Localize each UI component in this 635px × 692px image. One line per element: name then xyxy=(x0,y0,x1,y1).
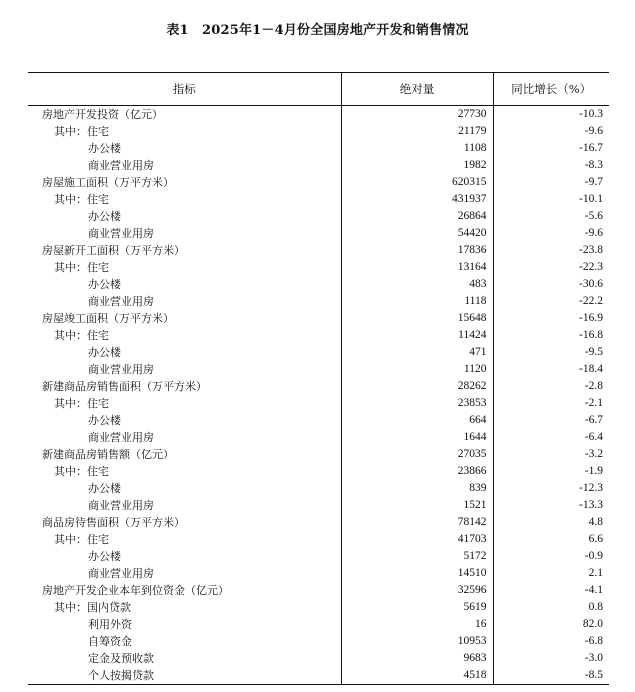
row-indicator-label: 商业营业用房 xyxy=(88,567,154,580)
row-absolute-value: 1982 xyxy=(341,157,493,174)
header-indicator: 指标 xyxy=(28,73,341,106)
row-absolute-value: 23853 xyxy=(341,395,493,412)
table-body xyxy=(28,106,609,685)
table-row xyxy=(28,140,609,157)
row-yoy-growth: -12.3 xyxy=(493,480,609,497)
row-yoy-growth: 4.8 xyxy=(493,514,609,531)
table-row xyxy=(28,497,609,514)
row-yoy-growth: -8.3 xyxy=(493,157,609,174)
row-absolute-value: 14510 xyxy=(341,565,493,582)
row-indicator-label: 房屋竣工面积（万平方米） xyxy=(42,312,174,325)
row-yoy-growth: -9.7 xyxy=(493,174,609,191)
table-row xyxy=(28,633,609,650)
row-yoy-growth: -10.3 xyxy=(493,106,609,124)
table-row xyxy=(28,157,609,174)
row-absolute-value: 28262 xyxy=(341,378,493,395)
table-row xyxy=(28,565,609,582)
row-indicator-label: 房地产开发投资（亿元） xyxy=(42,108,163,121)
row-indicator-label: 房屋施工面积（万平方米） xyxy=(42,176,174,189)
row-indicator-label: 其中：住宅 xyxy=(54,397,109,410)
row-absolute-value: 431937 xyxy=(341,191,493,208)
row-yoy-growth: -22.3 xyxy=(493,259,609,276)
row-absolute-value: 78142 xyxy=(341,514,493,531)
table-row xyxy=(28,327,609,344)
table-row xyxy=(28,106,609,124)
row-absolute-value: 5172 xyxy=(341,548,493,565)
header-absolute-value: 绝对量 xyxy=(341,73,493,106)
row-indicator-label: 商业营业用房 xyxy=(88,363,154,376)
row-indicator-label: 办公楼 xyxy=(88,142,121,155)
table-row xyxy=(28,412,609,429)
row-yoy-growth: 82.0 xyxy=(493,616,609,633)
row-indicator-label: 办公楼 xyxy=(88,482,121,495)
row-yoy-growth: -1.9 xyxy=(493,463,609,480)
table-row xyxy=(28,378,609,395)
row-indicator-label: 办公楼 xyxy=(88,210,121,223)
row-yoy-growth: -18.4 xyxy=(493,361,609,378)
row-absolute-value: 32596 xyxy=(341,582,493,599)
table-row xyxy=(28,514,609,531)
table-row xyxy=(28,395,609,412)
row-yoy-growth: -23.8 xyxy=(493,242,609,259)
row-absolute-value: 1644 xyxy=(341,429,493,446)
row-indicator-label: 其中：住宅 xyxy=(54,533,109,546)
row-yoy-growth: 2.1 xyxy=(493,565,609,582)
row-absolute-value: 13164 xyxy=(341,259,493,276)
row-indicator-label: 新建商品房销售额（亿元） xyxy=(42,448,174,461)
row-indicator-label: 自筹资金 xyxy=(88,635,132,648)
row-indicator-label: 新建商品房销售面积（万平方米） xyxy=(42,380,207,393)
table-row xyxy=(28,242,609,259)
row-absolute-value: 15648 xyxy=(341,310,493,327)
row-yoy-growth: -4.1 xyxy=(493,582,609,599)
table-row xyxy=(28,293,609,310)
table-row xyxy=(28,123,609,140)
row-yoy-growth: -0.9 xyxy=(493,548,609,565)
table-row xyxy=(28,191,609,208)
row-absolute-value: 41703 xyxy=(341,531,493,548)
row-yoy-growth: -2.8 xyxy=(493,378,609,395)
row-indicator-label: 商业营业用房 xyxy=(88,499,154,512)
row-absolute-value: 5619 xyxy=(341,599,493,616)
table-row xyxy=(28,667,609,685)
statistics-table-container xyxy=(28,72,609,685)
table-row xyxy=(28,429,609,446)
row-indicator-label: 定金及预收款 xyxy=(88,652,154,665)
row-yoy-growth: -9.5 xyxy=(493,344,609,361)
row-absolute-value: 1521 xyxy=(341,497,493,514)
row-yoy-growth: -5.6 xyxy=(493,208,609,225)
statistics-table xyxy=(28,72,609,685)
row-absolute-value: 23866 xyxy=(341,463,493,480)
row-yoy-growth: -10.1 xyxy=(493,191,609,208)
table-row xyxy=(28,310,609,327)
table-row xyxy=(28,344,609,361)
row-yoy-growth: 0.8 xyxy=(493,599,609,616)
row-absolute-value: 9683 xyxy=(341,650,493,667)
row-indicator-label: 其中：住宅 xyxy=(54,465,109,478)
row-yoy-growth: -8.5 xyxy=(493,667,609,685)
row-absolute-value: 17836 xyxy=(341,242,493,259)
row-indicator-label: 利用外资 xyxy=(88,618,132,631)
row-indicator-label: 房地产开发企业本年到位资金（亿元） xyxy=(42,584,229,597)
row-absolute-value: 11424 xyxy=(341,327,493,344)
row-indicator-label: 其中：住宅 xyxy=(54,193,109,206)
row-indicator-label: 办公楼 xyxy=(88,550,121,563)
row-indicator-label: 其中：住宅 xyxy=(54,261,109,274)
table-row xyxy=(28,650,609,667)
row-yoy-growth: -6.4 xyxy=(493,429,609,446)
row-indicator-label: 其中：住宅 xyxy=(54,125,109,138)
row-indicator-label: 办公楼 xyxy=(88,414,121,427)
row-absolute-value: 27730 xyxy=(341,106,493,124)
row-indicator-label: 办公楼 xyxy=(88,346,121,359)
row-yoy-growth: -3.0 xyxy=(493,650,609,667)
row-yoy-growth: -9.6 xyxy=(493,123,609,140)
table-title: 表1 2025年1－4月份全国房地产开发和销售情况 xyxy=(166,23,469,38)
row-yoy-growth: -13.3 xyxy=(493,497,609,514)
row-absolute-value: 27035 xyxy=(341,446,493,463)
table-row xyxy=(28,548,609,565)
row-yoy-growth: -3.2 xyxy=(493,446,609,463)
row-indicator-label: 商品房待售面积（万平方米） xyxy=(42,516,185,529)
table-row xyxy=(28,582,609,599)
row-absolute-value: 471 xyxy=(341,344,493,361)
table-row xyxy=(28,259,609,276)
row-yoy-growth: -9.6 xyxy=(493,225,609,242)
table-row xyxy=(28,531,609,548)
row-indicator-label: 商业营业用房 xyxy=(88,159,154,172)
row-indicator-label: 个人按揭贷款 xyxy=(28,667,341,685)
table-row xyxy=(28,276,609,293)
row-indicator-label: 办公楼 xyxy=(88,278,121,291)
row-absolute-value: 1118 xyxy=(341,293,493,310)
row-indicator-label: 其中：住宅 xyxy=(54,329,109,342)
row-yoy-growth: 6.6 xyxy=(493,531,609,548)
row-indicator-label: 商业营业用房 xyxy=(88,227,154,240)
row-indicator-label: 其中：国内贷款 xyxy=(54,601,131,614)
row-absolute-value: 26864 xyxy=(341,208,493,225)
row-absolute-value: 21179 xyxy=(341,123,493,140)
row-absolute-value: 483 xyxy=(341,276,493,293)
row-absolute-value: 16 xyxy=(341,616,493,633)
header-yoy-growth: 同比增长（%） xyxy=(493,73,609,106)
table-row xyxy=(28,208,609,225)
table-row xyxy=(28,463,609,480)
row-absolute-value: 620315 xyxy=(341,174,493,191)
row-absolute-value: 664 xyxy=(341,412,493,429)
row-absolute-value: 1108 xyxy=(341,140,493,157)
row-yoy-growth: -6.8 xyxy=(493,633,609,650)
row-absolute-value: 54420 xyxy=(341,225,493,242)
table-row xyxy=(28,616,609,633)
row-indicator-label: 房屋新开工面积（万平方米） xyxy=(42,244,185,257)
table-row xyxy=(28,480,609,497)
table-row xyxy=(28,361,609,378)
table-row xyxy=(28,225,609,242)
table-header-row xyxy=(28,73,609,106)
row-absolute-value: 839 xyxy=(341,480,493,497)
table-row xyxy=(28,599,609,616)
row-absolute-value: 4518 xyxy=(341,667,493,685)
row-yoy-growth: -16.8 xyxy=(493,327,609,344)
row-yoy-growth: -30.6 xyxy=(493,276,609,293)
row-absolute-value: 1120 xyxy=(341,361,493,378)
table-row xyxy=(28,174,609,191)
row-absolute-value: 10953 xyxy=(341,633,493,650)
row-yoy-growth: -16.7 xyxy=(493,140,609,157)
row-yoy-growth: -16.9 xyxy=(493,310,609,327)
table-row xyxy=(28,446,609,463)
row-indicator-label: 商业营业用房 xyxy=(88,295,154,308)
row-indicator-label: 商业营业用房 xyxy=(88,431,154,444)
row-yoy-growth: -22.2 xyxy=(493,293,609,310)
row-yoy-growth: -2.1 xyxy=(493,395,609,412)
row-yoy-growth: -6.7 xyxy=(493,412,609,429)
